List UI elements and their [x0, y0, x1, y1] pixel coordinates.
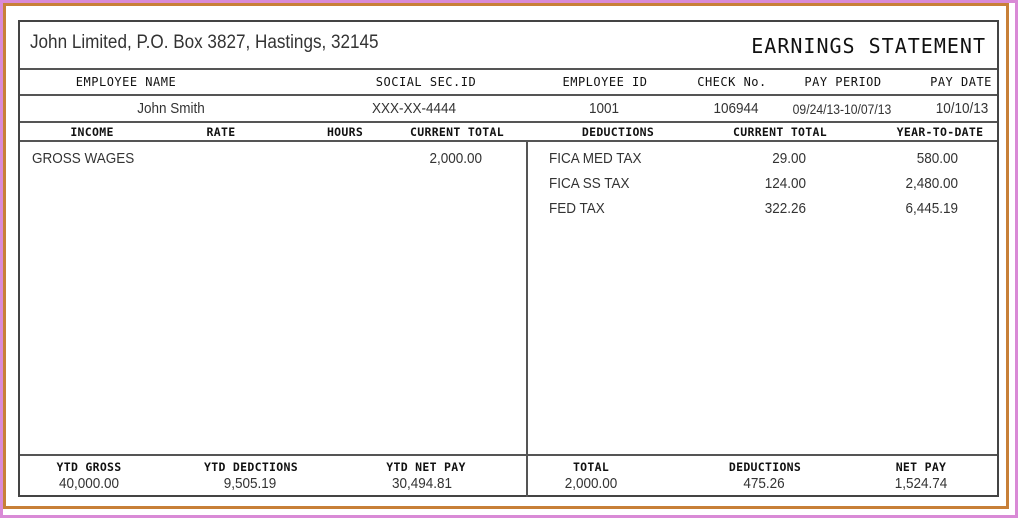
value-ytd-gross: 40,000.00: [58, 475, 120, 492]
value-check-no: 106944: [713, 100, 759, 117]
col-income-current-total: CURRENT TOTAL: [410, 125, 504, 139]
deduction-row-label: FICA MED TAX: [549, 150, 642, 167]
col-deductions: DEDUCTIONS: [581, 125, 655, 139]
value-summary-deductions: 475.26: [743, 475, 785, 492]
deduction-row-current-total: 322.26: [764, 200, 806, 217]
label-summary-deductions: DEDUCTIONS: [728, 460, 802, 474]
value-ytd-net-pay: 30,494.81: [391, 475, 453, 492]
label-pay-date: PAY DATE: [930, 75, 992, 89]
deduction-row-current-total: 29.00: [772, 150, 806, 167]
income-row-label: GROSS WAGES: [32, 150, 135, 167]
deduction-row-label: FICA SS TAX: [549, 175, 630, 192]
divider-summary: [20, 454, 997, 456]
divider-income-deductions: [526, 140, 528, 497]
earnings-statement: [18, 20, 999, 497]
label-employee-name: EMPLOYEE NAME: [75, 75, 177, 89]
col-income: INCOME: [70, 125, 114, 139]
label-ytd-gross: YTD GROSS: [56, 460, 122, 474]
col-rate: RATE: [206, 125, 236, 139]
divider-employee-values: [20, 121, 997, 123]
divider-column-headers: [20, 140, 997, 142]
deduction-row-ytd: 2,480.00: [905, 175, 958, 192]
value-ytd-deductions: 9,505.19: [223, 475, 277, 492]
col-hours: HOURS: [326, 125, 364, 139]
deduction-row-current-total: 124.00: [764, 175, 806, 192]
label-check-no: CHECK No.: [697, 75, 767, 89]
value-social-sec-id: XXX-XX-4444: [371, 100, 457, 117]
deduction-row-ytd: 580.00: [916, 150, 958, 167]
company-address: John Limited, P.O. Box 3827, Hastings, 32145: [30, 32, 379, 53]
income-row-current-total: 2,000.00: [429, 150, 482, 167]
value-total: 2,000.00: [564, 475, 618, 492]
label-ytd-deductions: YTD DEDCTIONS: [204, 460, 298, 474]
deduction-row-ytd: 6,445.19: [905, 200, 958, 217]
label-net-pay: NET PAY: [895, 460, 947, 474]
statement-title: EARNINGS STATEMENT: [751, 34, 986, 58]
value-pay-period: 09/24/13-10/07/13: [792, 102, 892, 117]
value-pay-date: 10/10/13: [935, 100, 989, 117]
deduction-row-label: FED TAX: [549, 200, 605, 217]
col-year-to-date: YEAR-TO-DATE: [896, 125, 984, 139]
value-net-pay: 1,524.74: [894, 475, 948, 492]
divider-employee-labels: [20, 94, 997, 96]
value-employee-id: 1001: [588, 100, 620, 117]
label-social-sec-id: SOCIAL SEC.ID: [375, 75, 477, 89]
col-deductions-current-total: CURRENT TOTAL: [733, 125, 827, 139]
divider-header: [20, 68, 997, 70]
label-ytd-net-pay: YTD NET PAY: [386, 460, 466, 474]
label-employee-id: EMPLOYEE ID: [562, 75, 648, 89]
value-employee-name: John Smith: [137, 100, 205, 117]
label-pay-period: PAY PERIOD: [804, 75, 882, 89]
label-total: TOTAL: [572, 460, 610, 474]
